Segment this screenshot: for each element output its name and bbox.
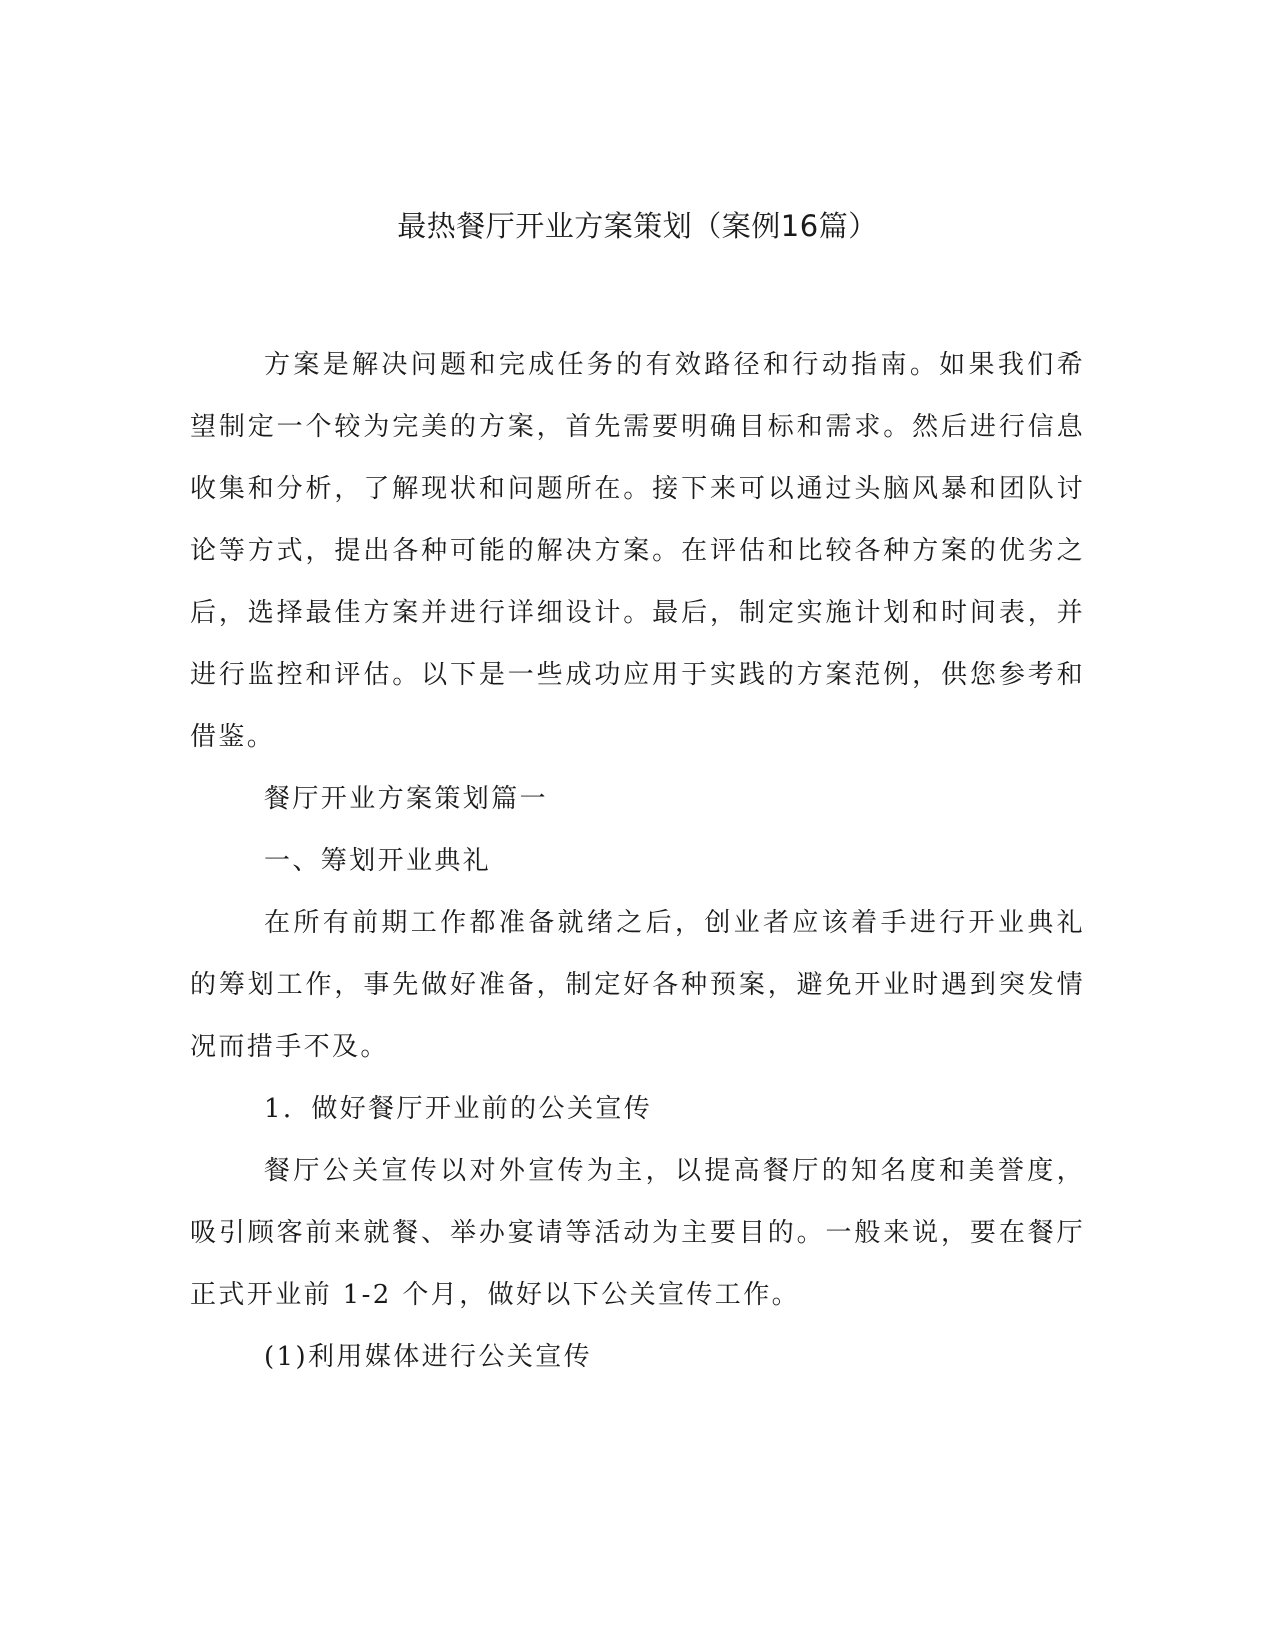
intro-paragraph: 方案是解决问题和完成任务的有效路径和行动指南。如果我们希望制定一个较为完美的方案，首先需要明确目标和需求。然后进行信息收集和分析，了解现状和问题所在。接下来可以通过头脑风暴和团队讨论等方式，提出各种可能的解决方案。在评估和比较各种方案的优劣之后，选择最佳方案并进行详细设计。最后，制定实施计划和时间表，并进行监控和评估。以下是一些成功应用于实践的方案范例，供您参考和借鉴。 [190, 350, 1085, 752]
subsection-heading: 一、筹划开业典礼 [264, 846, 492, 876]
section-heading: 餐厅开业方案策划篇一 [264, 784, 549, 814]
list-item-heading: (1)利用媒体进行公关宣传 [264, 1342, 593, 1372]
document-body [190, 334, 1085, 1388]
body-paragraph: 餐厅公关宣传以对外宣传为主，以提高餐厅的知名度和美誉度，吸引顾客前来就餐、举办宴请等活动为主要目的。一般来说，要在餐厅正式开业前 1-2 个月，做好以下公关宣传工作。 [190, 1156, 1085, 1310]
numbered-heading: 1．做好餐厅开业前的公关宣传 [264, 1094, 653, 1124]
document-title: 最热餐厅开业方案策划（案例16篇） [397, 209, 878, 243]
body-paragraph: 在所有前期工作都准备就绪之后，创业者应该着手进行开业典礼的筹划工作，事先做好准备，制定好各种预案，避免开业时遇到突发情况而措手不及。 [190, 908, 1085, 1062]
